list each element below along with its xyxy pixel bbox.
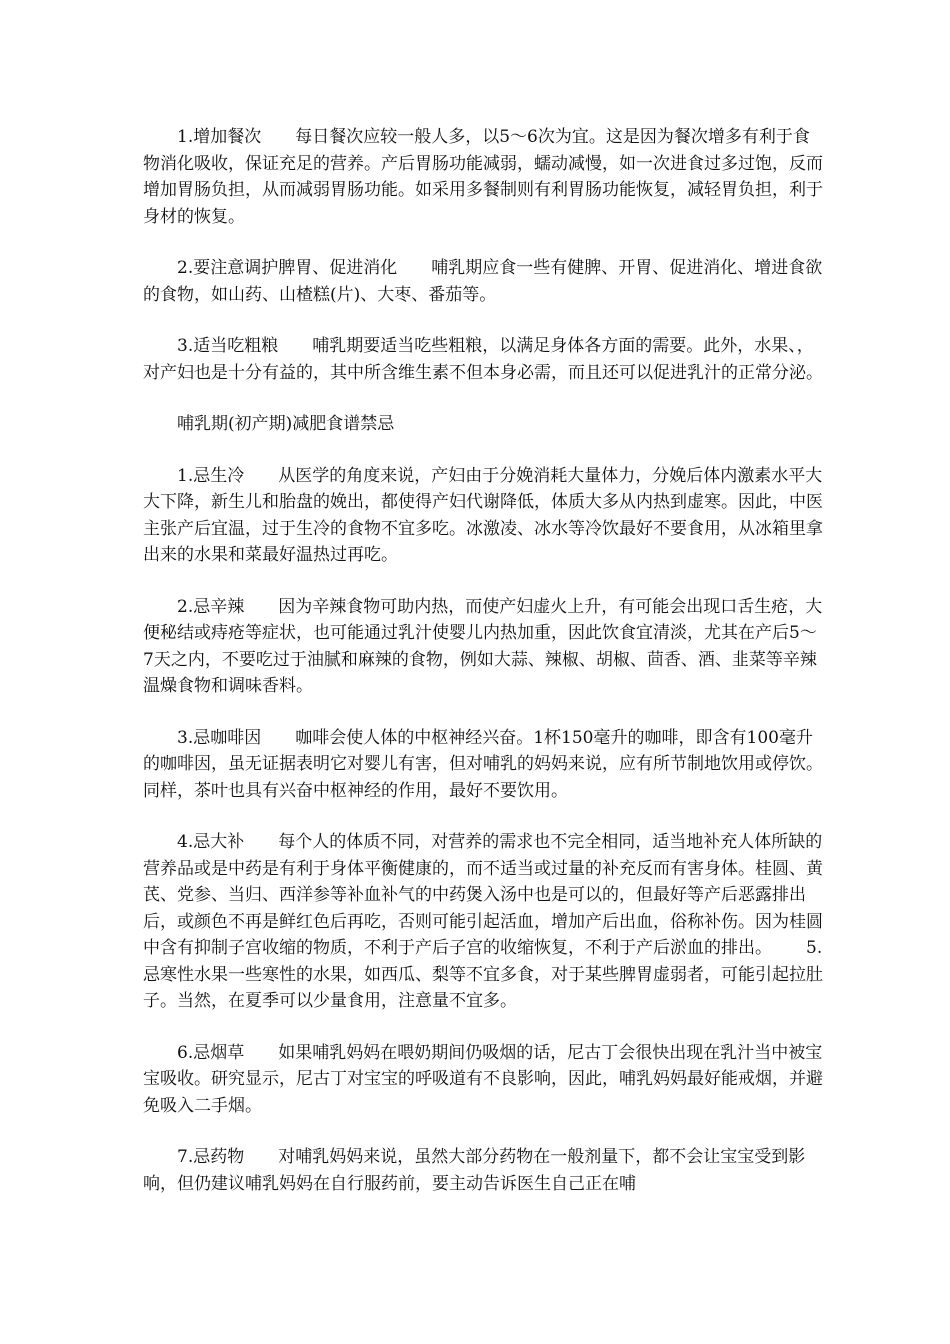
taboo-text: 对哺乳妈妈来说，虽然大部分药物在一般剂量下，都不会让宝宝受到影响，但仍建议哺乳妈妈在自行服药前，要主动告诉医生自己正在哺 xyxy=(143,1147,806,1194)
taboo-inline-title: 5.忌寒性水果 xyxy=(143,938,823,985)
taboo-title: 1.忌生冷 xyxy=(177,465,245,486)
taboo-text: 从医学的角度来说，产妇由于分娩消耗大量体力，分娩后体内激素水平大大下降，新生儿和胎盘的娩出，都使得产妇代谢降低，体质大多从内热到虚寒。因此，中医主张产后宜温，过于生冷的食物不宜多吃。冰激凌、冰水等冷饮最好不要食用，从冰箱里拿出来的水果和菜最好温热过再吃。 xyxy=(143,465,823,565)
paragraph-title: 3.适当吃粗粮 xyxy=(177,336,279,356)
taboo-medication xyxy=(143,1144,823,1197)
taboo-caffeine xyxy=(143,725,823,805)
taboo-text: 因为辛辣食物可助内热，而使产妇虚火上升，有可能会出现口舌生疮，大便秘结或痔疮等症状，也可能通过乳汁使婴儿内热加重，因此饮食宜清淡，尤其在产后5～7天之内，不要吃过于油腻和麻辣的食物，例如大蒜、辣椒、胡椒、茴香、酒、韭菜等辛辣温燥食物和调味香料。 xyxy=(143,596,823,696)
taboo-title: 3.忌咖啡因 xyxy=(177,727,262,748)
section-heading: 哺乳期(初产期)减肥食谱禁忌 xyxy=(177,414,395,434)
paragraph-meal-frequency xyxy=(143,124,823,230)
document-body xyxy=(143,124,823,1222)
paragraph-text: 哺乳期要适当吃些粗粮，以满足身体各方面的需要。此外，水果、，对产妇也是十分有益的，其中所含维生素不但本身必需，而且还可以促进乳汁的正常分泌。 xyxy=(143,336,823,383)
paragraph-title: 2.要注意调护脾胃、促进消化 xyxy=(177,258,398,278)
paragraph-text: 哺乳期应食一些有健脾、开胃、促进消化、增进食欲的食物，如山药、山楂糕(片)、大枣、番茄等。 xyxy=(143,258,823,305)
taboo-title: 4.忌大补 xyxy=(177,832,245,852)
taboo-cold-food xyxy=(143,463,823,569)
taboo-title: 7.忌药物 xyxy=(177,1147,245,1167)
taboo-text: 如果哺乳妈妈在喂奶期间仍吸烟的话，尼古丁会很快出现在乳汁当中被宝宝吸收。研究显示，尼古丁对宝宝的呼吸道有不良影响，因此，哺乳妈妈最好能戒烟，并避免吸入二手烟。 xyxy=(143,1042,823,1116)
paragraph-spleen-stomach xyxy=(143,255,823,308)
paragraph-text: 每日餐次应较一般人多，以5～6次为宜。这是因为餐次增多有利于食物消化吸收，保证充足的营养。产后胃肠功能减弱，蠕动减慢，如一次进食过多过饱，反而增加胃肠负担，从而减弱胃肠功能。如采用多餐制则有利胃肠功能恢复，减轻胃负担，利于身材的恢复。 xyxy=(143,127,823,227)
taboo-spicy-food xyxy=(143,594,823,700)
taboo-over-tonic xyxy=(143,829,823,1015)
paragraph-coarse-grains xyxy=(143,333,823,386)
taboo-title: 2.忌辛辣 xyxy=(177,596,245,617)
taboo-title: 6.忌烟草 xyxy=(177,1042,245,1063)
paragraph-title: 1.增加餐次 xyxy=(177,127,262,147)
taboo-text: 咖啡会使人体的中枢神经兴奋。1杯150毫升的咖啡，即含有100毫升的咖啡因，虽无证据表明它对婴儿有害，但对哺乳的妈妈来说，应有所节制地饮用或停饮。同样，茶叶也具有兴奋中枢神经的作用，最好不要饮用。 xyxy=(143,727,823,801)
taboo-text: 每个人的体质不同，对营养的需求也不完全相同，适当地补充人体所缺的营养品或是中药是有利于身体平衡健康的，而不适当或过量的补充反而有害身体。桂圆、黄芪、党参、当归、西洋参等补血补气的中药煲入汤中也是可以的，但最好等产后恶露排出后，或颜色不再是鲜红色后再吃，否则可能引起活血，增加产后出血，俗称补伤。因为桂圆中含有抑制子宫收缩的物质，不利于产后子宫的收缩恢复，不利于产后淤血的排出。 xyxy=(143,832,823,958)
taboo-inline-text: 一些寒性的水果，如西瓜、梨等不宜多食，对于某些脾胃虚弱者，可能引起拉肚子。当然，在夏季可以少量食用，注意量不宜多。 xyxy=(143,964,823,1011)
taboo-tobacco xyxy=(143,1040,823,1120)
